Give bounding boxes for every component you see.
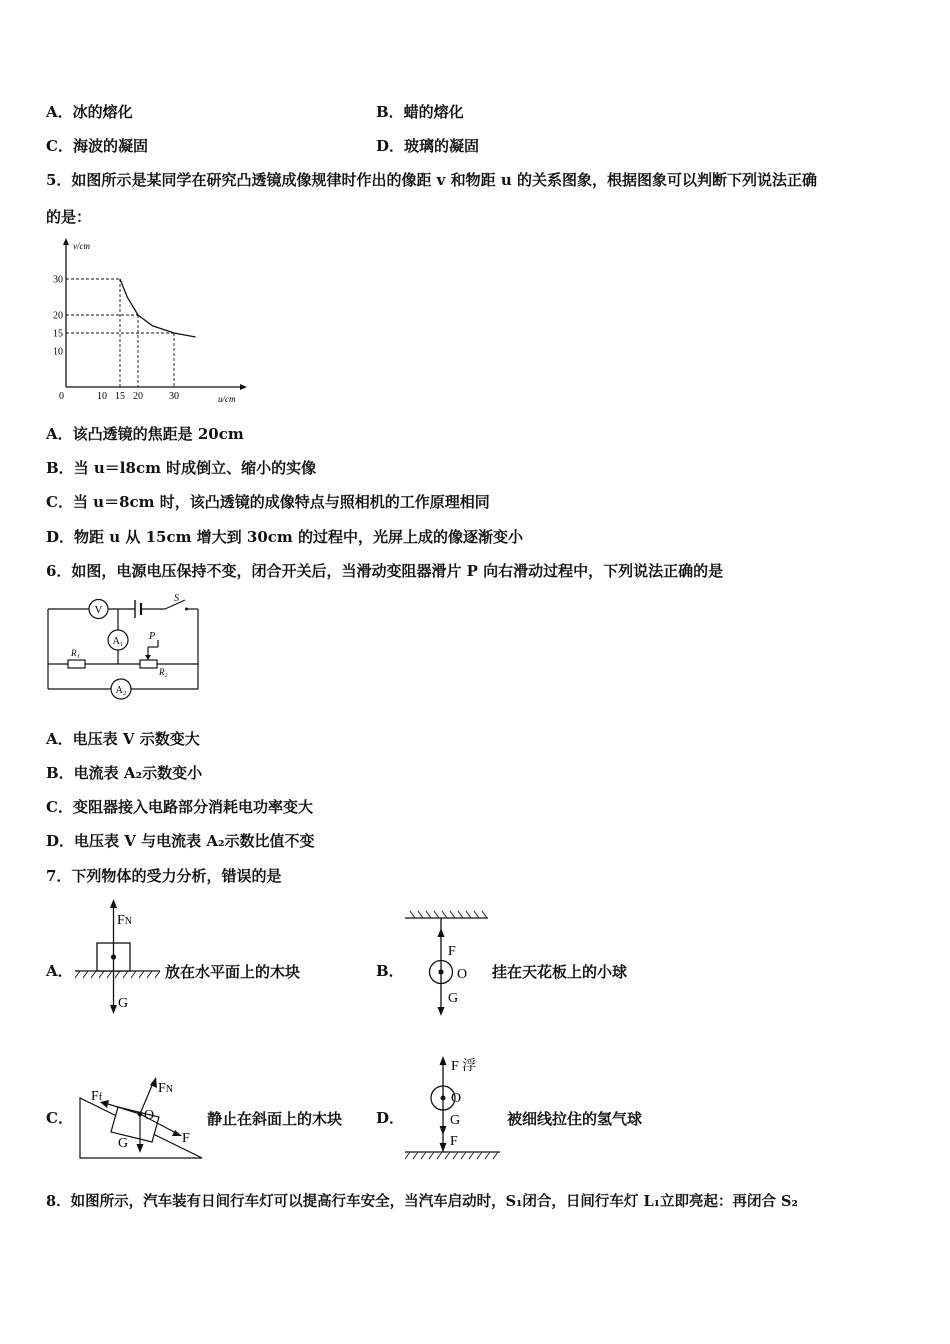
x-tick-labels bbox=[97, 391, 179, 402]
y-tick-20: 20 bbox=[53, 310, 63, 322]
y-axis-arrow bbox=[63, 238, 69, 245]
f-arrow bbox=[172, 1130, 182, 1136]
q5-stem-line2: 的是： bbox=[46, 208, 92, 226]
svg-text:A₂: A₂ bbox=[115, 685, 127, 696]
q7-c-caption: 静止在斜面上的木块 bbox=[207, 1110, 343, 1128]
series-curve bbox=[120, 279, 196, 337]
q6-circuit-diagram bbox=[40, 592, 210, 702]
q5-option-a: A．该凸透镜的焦距是 20cm bbox=[46, 425, 244, 443]
svg-text:V: V bbox=[94, 604, 103, 616]
q8-stem: 8．如图所示，汽车装有日间行车灯可以提高行车安全，当汽车启动时，S₁闭合，日间行车灯 L₁立即亮起：再闭合 S₂ bbox=[46, 1193, 798, 1210]
ammeter-a2 bbox=[111, 679, 131, 699]
g-arrow bbox=[438, 1007, 445, 1016]
q7-c-letter: C． bbox=[46, 1109, 73, 1127]
o-label: O bbox=[457, 967, 468, 982]
y-tick-30: 30 bbox=[53, 274, 63, 286]
q5-option-b: B．当 u＝l8cm 时成倒立、缩小的实像 bbox=[46, 459, 317, 477]
y-tick-15: 15 bbox=[53, 328, 63, 340]
g-arrow bbox=[440, 1126, 447, 1135]
q7-b-caption: 挂在天花板上的小球 bbox=[492, 963, 628, 981]
q4-option-b: B．蜡的熔化 bbox=[376, 103, 464, 121]
q6-option-d: D．电压表 V 与电流表 A₂示数比值不变 bbox=[46, 832, 315, 850]
y-tick-10: 10 bbox=[53, 346, 63, 358]
f-arrow bbox=[440, 1143, 447, 1152]
q5-option-c: C．当 u＝8cm 时，该凸透镜的成像特点与照相机的工作原理相同 bbox=[46, 493, 490, 511]
chart-guides bbox=[66, 279, 174, 387]
g-label: G bbox=[118, 996, 129, 1011]
q7-a-caption: 放在水平面上的木块 bbox=[165, 963, 301, 981]
g-label: G bbox=[448, 991, 459, 1006]
q7-a-letter: A． bbox=[46, 962, 73, 980]
f-label: F bbox=[448, 944, 456, 959]
slider-arrow bbox=[145, 655, 151, 660]
x-tick-10: 10 bbox=[97, 391, 107, 402]
f-arrow bbox=[438, 928, 445, 937]
q5-chart bbox=[40, 235, 255, 410]
chart-axes bbox=[63, 238, 247, 390]
q6-stem: 6．如图，电源电压保持不变，闭合开关后，当滑动变阻器滑片 P 向右滑动过程中，下列说法正确的是 bbox=[46, 562, 724, 580]
r2-label: R₂ bbox=[159, 667, 168, 677]
ff-label: Ff bbox=[91, 1089, 103, 1104]
q7-b-letter: B． bbox=[376, 962, 404, 980]
q6-option-c: C．变阻器接入电路部分消耗电功率变大 bbox=[46, 798, 313, 816]
q4-option-d: D．玻璃的凝固 bbox=[376, 137, 480, 155]
ammeter-a1 bbox=[108, 630, 128, 650]
g-label: G bbox=[118, 1136, 129, 1151]
q4-option-c: C．海波的凝固 bbox=[46, 137, 148, 155]
slider-label: P bbox=[149, 631, 156, 642]
f-label: F bbox=[182, 1131, 190, 1146]
q5-stem-line1: 5．如图所示是某同学在研究凸透镜成像规律时作出的像距 v 和物距 u 的关系图象，根据图象可以判断下列说法正确 bbox=[46, 171, 817, 189]
q7-d-diagram bbox=[400, 1052, 505, 1164]
ffu-arrow bbox=[440, 1056, 447, 1065]
y-tick-labels bbox=[53, 275, 63, 358]
q7-a-diagram bbox=[70, 896, 165, 1021]
g-arrow bbox=[137, 1144, 144, 1153]
q7-stem: 7．下列物体的受力分析，错误的是 bbox=[46, 867, 282, 885]
q5-option-d: D．物距 u 从 15cm 增大到 30cm 的过程中，光屏上成的像逐渐变小 bbox=[46, 528, 524, 546]
fn-label: FN bbox=[117, 913, 133, 928]
g-label: G bbox=[450, 1113, 461, 1128]
o-label: O bbox=[451, 1091, 462, 1106]
g-arrow bbox=[110, 1005, 117, 1014]
f-label: F bbox=[450, 1134, 458, 1149]
x-axis-arrow bbox=[240, 384, 247, 390]
origin-label: 0 bbox=[59, 391, 64, 402]
x-tick-30: 30 bbox=[169, 391, 179, 402]
q4-option-a: A．冰的熔化 bbox=[46, 103, 133, 121]
ffu-label: F 浮 bbox=[451, 1059, 477, 1074]
q6-option-a: A．电压表 V 示数变大 bbox=[46, 730, 200, 748]
q7-c-diagram bbox=[70, 1070, 210, 1162]
voltmeter bbox=[89, 600, 108, 619]
switch-label: S bbox=[174, 593, 179, 604]
q7-d-caption: 被细线拉住的氢气球 bbox=[507, 1110, 643, 1128]
q7-b-diagram bbox=[400, 908, 490, 1020]
y-axis-label: v/cm bbox=[73, 241, 90, 251]
x-tick-15: 15 bbox=[115, 391, 125, 402]
q6-option-b: B．电流表 A₂示数变小 bbox=[46, 764, 203, 782]
x-axis-label: u/cm bbox=[218, 394, 236, 404]
fn-arrow bbox=[110, 899, 117, 908]
q7-d-letter: D． bbox=[376, 1109, 405, 1127]
svg-text:A₁: A₁ bbox=[112, 636, 124, 647]
o-label: O bbox=[144, 1108, 155, 1123]
x-tick-20: 20 bbox=[133, 391, 143, 402]
fn-label: FN bbox=[158, 1081, 174, 1096]
r1-label: R₁ bbox=[71, 648, 80, 658]
